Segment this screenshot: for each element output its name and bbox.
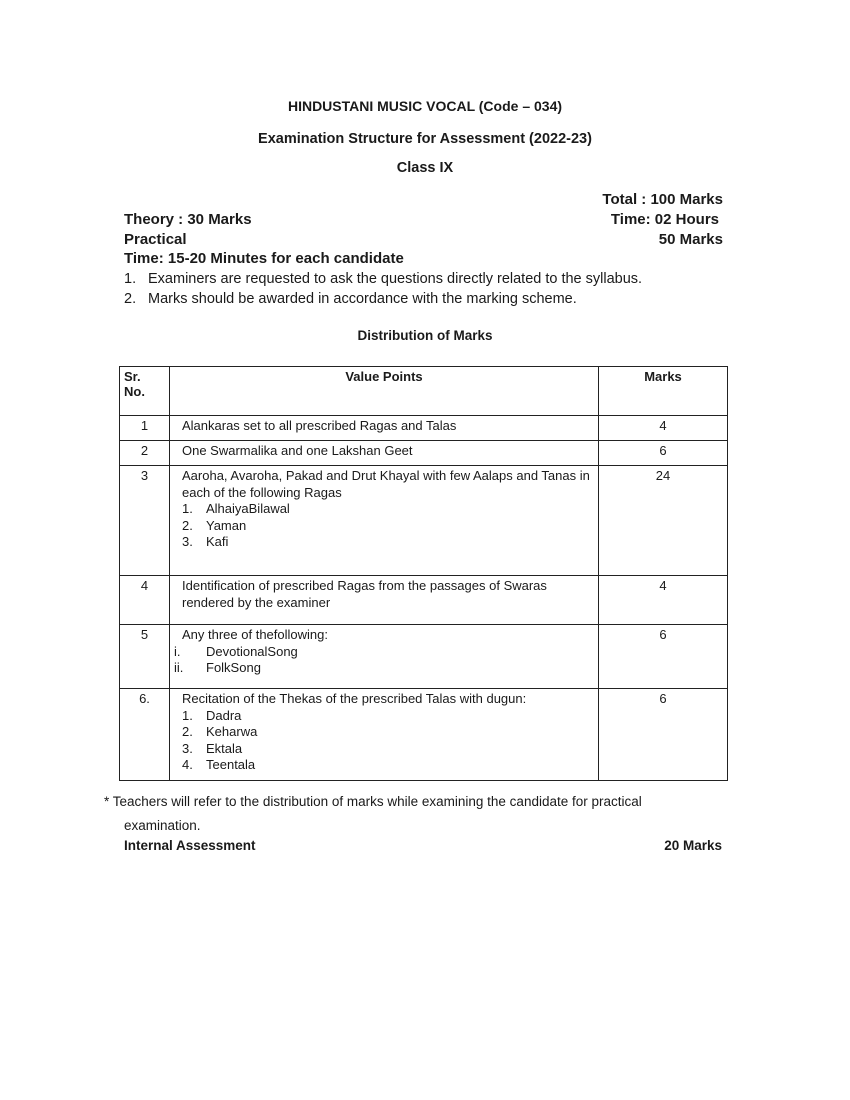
instruction-item bbox=[124, 271, 642, 287]
value-point-cell bbox=[170, 625, 599, 689]
instruction-number: 1. bbox=[124, 271, 137, 287]
sr-no-cell: 1 bbox=[120, 416, 170, 441]
practical-label: Practical bbox=[124, 231, 187, 248]
note-line-1: * Teachers will refer to the distribution of marks while examining the candidate for practical bbox=[104, 794, 642, 809]
value-point-text: Alankaras set to all prescribed Ragas and Talas bbox=[182, 418, 457, 433]
marks-cell: 6 bbox=[599, 625, 728, 689]
value-point-cell bbox=[170, 466, 599, 576]
song-list-item: i. DevotionalSong bbox=[174, 643, 298, 659]
marks-cell: 4 bbox=[599, 576, 728, 625]
distribution-heading: Distribution of Marks bbox=[357, 328, 493, 343]
instruction-item bbox=[124, 291, 577, 307]
table-row bbox=[120, 689, 728, 781]
instruction-text: Marks should be awarded in accordance with the marking scheme. bbox=[148, 291, 577, 307]
sr-no-cell: 2 bbox=[120, 441, 170, 466]
sr-no-cell: 5 bbox=[120, 625, 170, 689]
table-row bbox=[120, 576, 728, 625]
raga-list-item: 2. Yaman bbox=[182, 517, 247, 533]
internal-assessment-label: Internal Assessment bbox=[124, 838, 256, 853]
song-list-item: ii. FolkSong bbox=[174, 660, 261, 675]
tala-list-item: 1. Dadra bbox=[182, 707, 242, 723]
sr-no-cell: 4 bbox=[120, 576, 170, 625]
raga-list-item: 1. AlhaiyaBilawal bbox=[182, 501, 290, 516]
sr-no-cell: 6. bbox=[120, 689, 170, 781]
note-line-2: examination. bbox=[124, 818, 201, 833]
value-point-text: One Swarmalika and one Lakshan Geet bbox=[182, 443, 413, 458]
total-marks: Total : 100 Marks bbox=[602, 191, 723, 208]
marks-cell: 24 bbox=[599, 466, 728, 576]
teacher-note bbox=[104, 790, 642, 838]
tala-list-item: 4. Teentala bbox=[182, 757, 256, 772]
subject-title: HINDUSTANI MUSIC VOCAL (Code – 034) bbox=[287, 98, 563, 114]
value-point-text: Any three of thefollowing: bbox=[182, 627, 328, 642]
table-row bbox=[120, 416, 728, 441]
marks-cell: 6 bbox=[599, 441, 728, 466]
tala-list-item: 3. Ektala bbox=[182, 740, 243, 756]
table-row bbox=[120, 466, 728, 576]
marks-cell: 6 bbox=[599, 689, 728, 781]
raga-list-item: 3. Kafi bbox=[182, 534, 229, 549]
practical-marks: 50 Marks bbox=[658, 231, 723, 248]
value-point-text: Recitation of the Thekas of the prescribed Talas with dugun: bbox=[182, 691, 527, 706]
value-point-cell bbox=[170, 576, 599, 625]
theory-time: Time: 02 Hours bbox=[610, 211, 719, 228]
instruction-text: Examiners are requested to ask the questions directly related to the syllabus. bbox=[148, 271, 643, 287]
internal-assessment-marks: 20 Marks bbox=[664, 838, 722, 853]
marks-cell: 4 bbox=[599, 416, 728, 441]
table-row bbox=[120, 625, 728, 689]
column-header-value-points: Value Points bbox=[170, 367, 599, 416]
value-point-text: Identification of prescribed Ragas from the passages of Swaras rendered by the examiner bbox=[182, 578, 547, 610]
value-point-text: Aaroha, Avaroha, Pakad and Drut Khayal with few Aalaps and Tanas in each of the following Ragas bbox=[182, 468, 590, 500]
theory-marks: Theory : 30 Marks bbox=[124, 211, 252, 228]
instruction-number: 2. bbox=[124, 291, 137, 307]
structure-title: Examination Structure for Assessment (2022-23) bbox=[258, 131, 592, 147]
class-title: Class IX bbox=[396, 160, 454, 176]
tala-list-item: 2. Keharwa bbox=[182, 724, 258, 739]
marks-distribution-table bbox=[119, 366, 728, 781]
practical-time: Time: 15-20 Minutes for each candidate bbox=[124, 250, 404, 267]
table-row bbox=[120, 441, 728, 466]
sr-no-cell: 3 bbox=[120, 466, 170, 576]
value-point-cell bbox=[170, 689, 599, 781]
column-header-marks: Marks bbox=[599, 367, 728, 416]
value-point-cell bbox=[170, 441, 599, 466]
column-header-sr-no: Sr. No. bbox=[120, 367, 170, 416]
value-point-cell bbox=[170, 416, 599, 441]
table-header-row bbox=[120, 367, 728, 416]
